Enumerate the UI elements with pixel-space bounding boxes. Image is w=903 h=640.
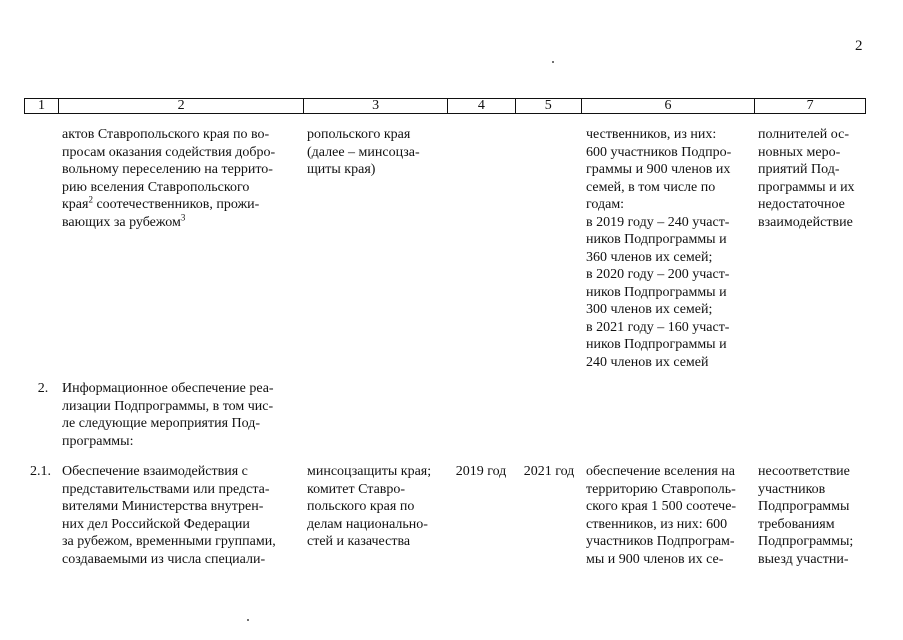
row-c-end-year: 2021 год — [523, 464, 575, 479]
column-header-3: 3 — [304, 99, 448, 113]
row-c-number: 2.1. — [30, 464, 51, 479]
column-number-header-row — [24, 98, 866, 114]
column-header-4: 4 — [448, 99, 516, 113]
row-c-risk-text: несоответствие участников Подпрограммы требованиям Подпрограммы; выезд участни- — [758, 464, 854, 567]
footnote-marker-3: 3 — [180, 211, 186, 222]
column-header-2: 2 — [59, 99, 304, 113]
column-header-1: 1 — [25, 99, 59, 113]
row-c-start-year: 2019 год — [455, 464, 507, 479]
row-a-result-text: чественников, из них: 600 участников Подпро- граммы и 900 членов их семей, в том числе по годам: в 2019 году – 240 участ- ников Подпрограммы и 360 членов их семей; в 2020 году – 200 участ- ников Подпрограммы и 300 членов их семей; в 2021 году – 160 участ- ников Подпрограммы и 240 членов их семей — [586, 127, 732, 370]
row-a-risk-text: полнителей ос- новных меро- приятий Под- программы и их недостаточное взаимодействие — [758, 127, 855, 230]
row-c-executor-text: минсоцзащиты края; комитет Ставро- польского края по делам национально- стей и казачества — [307, 464, 432, 549]
row-c-activity-text: Обеспечение взаимодействия с представительствами или предста- вителями Министерства внутрен- них дел Российской Федерации за рубежом, временными группами, создаваемыми из числа специали- — [62, 464, 276, 567]
scan-speck — [247, 619, 249, 621]
row-a-executor-text: ропольского края (далее – минсоцза- щиты края) — [307, 127, 420, 177]
footnote-marker-2: 2 — [88, 194, 93, 205]
row-a-activity-text-part2: соотечественников, прожи- вающих за рубежом — [62, 197, 260, 230]
row-a-activity-text — [62, 126, 294, 231]
row-b-activity-text: Информационное обеспечение реа- лизации Подпрограммы, в том чис- ле следующие мероприятия Под- программы: — [62, 381, 274, 449]
column-header-7: 7 — [806, 98, 814, 113]
row-c-result-text: обеспечение вселения на территорию Ставрополь- ского края 1 500 соотече- ственников, из них: 600 участников Подпрограм- мы и 900 членов их се- — [586, 464, 737, 567]
column-header-5: 5 — [516, 99, 582, 113]
scan-speck — [552, 61, 554, 63]
row-b-number: 2. — [37, 381, 49, 396]
row-a-activity-text-part1: актов Ставропольского края по во- просам оказания содействия добро- вольному переселению на террито- рию вселения Ставропольского края — [62, 127, 276, 212]
page-number: 2 — [855, 38, 863, 54]
column-header-6: 6 — [582, 99, 756, 113]
